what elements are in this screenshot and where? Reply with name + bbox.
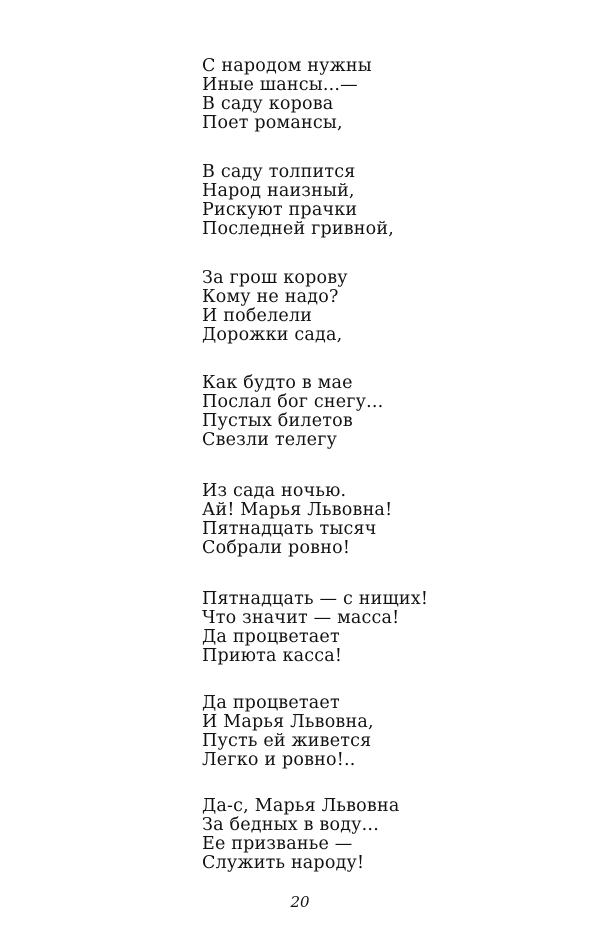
poem-line: Да процветает: [202, 627, 340, 647]
stanza-5: [202, 482, 582, 558]
poem-line: С народом нужны: [202, 56, 372, 76]
poem-line: Пусть ей живется: [202, 731, 372, 751]
poem-line: И побелели: [202, 306, 313, 326]
poem-line: Кому не надо?: [202, 287, 339, 307]
poem-line: Последней гривной,: [202, 219, 395, 239]
poem-line: Пятнадцать тысяч: [202, 519, 377, 539]
stanza-6: [202, 590, 582, 666]
poem-line: Ай! Марья Львовна!: [202, 500, 393, 520]
poem-line: Пятнадцать — с нищих!: [202, 589, 429, 609]
poem-line: В саду корова: [202, 94, 334, 114]
poem-line: За бедных в воду...: [202, 815, 379, 835]
poem-line: Иные шансы...—: [202, 75, 358, 95]
poem-line: И Марья Львовна,: [202, 712, 374, 732]
poem-line: Дорожки сада,: [202, 325, 343, 345]
poem-line: Пустых билетов: [202, 411, 353, 431]
poem-line: Из сада ночью.: [202, 481, 347, 501]
poem-line: Народ наизный,: [202, 181, 355, 201]
stanza-3: [202, 269, 582, 345]
poem-line: Да-с, Марья Львовна: [202, 796, 400, 816]
poem-line: Поет романсы,: [202, 113, 343, 133]
poem-line: В саду толпится: [202, 162, 356, 182]
stanza-4: [202, 374, 582, 450]
poem-line: Что значит — масса!: [202, 608, 400, 628]
stanza-2: [202, 163, 582, 239]
poem-line: Да процветает: [202, 693, 340, 713]
stanza-7: [202, 694, 582, 770]
poem-line: Легко и ровно!..: [202, 750, 356, 770]
poem-line: Как будто в мае: [202, 373, 353, 393]
poem-line: Рискуют прачки: [202, 200, 358, 220]
poem-line: За грош корову: [202, 268, 348, 288]
poem-line: Служить народу!: [202, 853, 365, 873]
stanza-8: [202, 797, 582, 873]
poem-line: Ее призванье —: [202, 834, 353, 854]
poem-line: Свезли телегу: [202, 430, 338, 450]
poem-line: Собрали ровно!: [202, 538, 351, 558]
poem-line: Приюта касса!: [202, 646, 343, 666]
stanza-1: [202, 57, 582, 133]
poem-line: Послал бог снегу...: [202, 392, 384, 412]
page-number: 20: [290, 893, 310, 911]
